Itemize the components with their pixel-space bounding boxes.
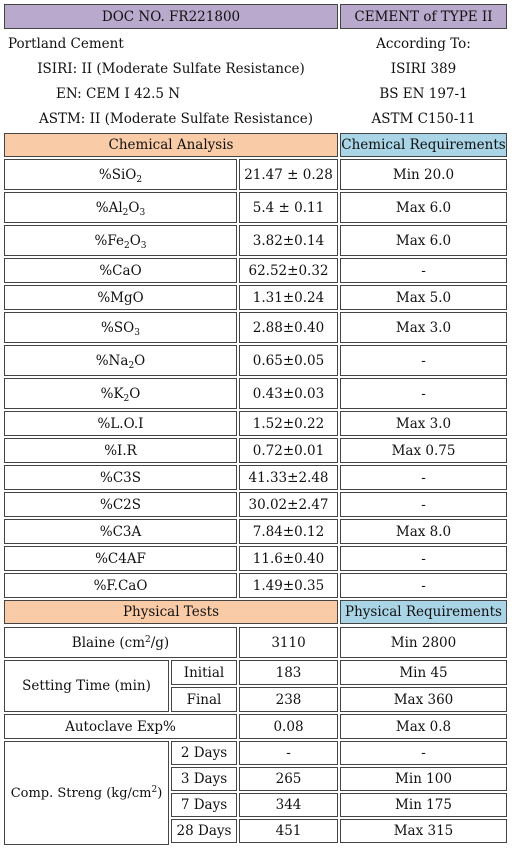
chem-value-6: 0.65±0.05 [239,345,338,376]
chem-param-7 [4,378,237,409]
autoclave-label: Autoclave Exp% [4,714,237,739]
physical-requirements-header: Physical Requirements [340,600,507,624]
chem-param-4 [4,285,237,310]
chem-value-3: 62.52±0.32 [239,258,338,283]
chem-param-10 [4,465,237,490]
chem-param-text: %SiO$_2$ [98,166,143,185]
strength-value-3: 451 [239,819,338,843]
strength-requirement-3: Max 315 [340,819,507,843]
chem-param-text: %C4AF [95,550,146,567]
chem-requirement-14: - [340,573,507,598]
chem-requirement-0: Min 20.0 [340,159,507,190]
cement-type: CEMENT of TYPE II [340,4,507,29]
blaine-requirement: Min 2800 [340,627,507,658]
strength-value-0: - [239,741,338,765]
chem-requirement-8: Max 3.0 [340,411,507,436]
chem-param-text: %C2S [100,496,141,513]
chem-requirement-4: Max 5.0 [340,285,507,310]
comp-strength-label [4,741,169,845]
chem-requirement-2: Max 6.0 [340,225,507,256]
chem-param-14 [4,573,237,598]
chem-value-9: 0.72±0.01 [239,438,338,463]
physical-tests-header: Physical Tests [4,600,338,624]
chem-value-7: 0.43±0.03 [239,378,338,409]
strength-requirement-1: Min 100 [340,767,507,791]
chem-param-text: $\%SO_3$ [101,319,140,338]
chem-param-text: %F.CaO [93,577,148,594]
comp-strength-label-text: Comp. Streng $(kg/cm^2)$ [10,784,163,801]
chem-requirement-6: - [340,345,507,376]
chem-value-5: 2.88±0.40 [239,312,338,343]
strength-value-2: 344 [239,793,338,817]
strength-age-3: 28 Days [171,819,237,843]
info-left-3: ASTM: II (Moderate Sulfate Resistance) [38,110,313,127]
blaine-value: 3110 [239,627,338,658]
chem-param-text: $\%K_2O$ [100,385,141,404]
chem-value-0: 21.47 ± 0.28 [239,159,338,190]
info-left-2: EN: CEM I 42.5 N [56,85,181,102]
chem-param-text: $\%Fe_2O_3$ [94,232,147,251]
chem-param-3 [4,258,237,283]
setting-final-value: 238 [239,687,338,712]
strength-age-2: 7 Days [171,793,237,817]
chem-param-1 [4,192,237,223]
chem-value-12: 7.84±0.12 [239,519,338,544]
chem-value-14: 1.49±0.35 [239,573,338,598]
blaine-label [4,627,237,658]
blaine-label-text: Blaine $(cm^2/g)$ [71,634,170,651]
chem-param-text: %L.O.I [97,415,144,432]
info-left-0: Portland Cement [8,36,124,52]
chem-param-text: $\%Na_2O$ [95,352,146,371]
autoclave-requirement: Max 0.8 [340,714,507,739]
chem-param-11 [4,492,237,517]
chem-param-text: %MgO [97,289,144,306]
chem-requirement-9: Max 0.75 [340,438,507,463]
chem-param-8 [4,411,237,436]
info-left-1: ISIRI: II (Moderate Sulfate Resistance) [37,60,305,77]
chemical-requirements-header: Chemical Requirements [340,133,507,157]
chem-requirement-3: - [340,258,507,283]
strength-age-0: 2 Days [171,741,237,765]
chem-param-5 [4,312,237,343]
chem-param-text: %C3A [99,523,142,540]
chem-value-1: 5.4 ± 0.11 [239,192,338,223]
chem-value-10: 41.33±2.48 [239,465,338,490]
chem-value-11: 30.02±2.47 [239,492,338,517]
setting-initial-label: Initial [171,660,237,685]
info-right-1: ISIRI 389 [390,60,457,77]
chem-value-13: 11.6±0.40 [239,546,338,571]
chem-param-text: %CaO [99,262,142,279]
chem-requirement-7: - [340,378,507,409]
strength-requirement-0: - [340,741,507,765]
chem-param-0 [4,159,237,190]
chem-value-2: 3.82±0.14 [239,225,338,256]
info-right-0: According To: [376,36,471,52]
setting-final-requirement: Max 360 [340,687,507,712]
chem-value-4: 1.31±0.24 [239,285,338,310]
chem-param-9 [4,438,237,463]
chem-requirement-11: - [340,492,507,517]
strength-value-1: 265 [239,767,338,791]
setting-initial-requirement: Min 45 [340,660,507,685]
chem-requirement-10: - [340,465,507,490]
setting-initial-value: 183 [239,660,338,685]
chem-param-text: %I.R [104,442,137,459]
chem-param-text: $\%Al_2O_3$ [95,199,146,218]
strength-requirement-2: Min 175 [340,793,507,817]
chemical-analysis-header: Chemical Analysis [4,133,338,157]
chem-requirement-12: Max 8.0 [340,519,507,544]
chem-param-text: %C3S [100,469,141,486]
info-right-2: BS EN 197-1 [379,85,468,102]
autoclave-value: 0.08 [239,714,338,739]
setting-time-label: Setting Time (min) [4,660,169,712]
chem-requirement-1: Max 6.0 [340,192,507,223]
info-right-3: ASTM C150-11 [371,110,476,127]
chem-requirement-13: - [340,546,507,571]
setting-final-label: Final [171,687,237,712]
strength-age-1: 3 Days [171,767,237,791]
chem-param-13 [4,546,237,571]
doc-number: DOC NO. FR221800 [4,4,338,29]
chem-param-6 [4,345,237,376]
chem-param-2 [4,225,237,256]
chem-requirement-5: Max 3.0 [340,312,507,343]
chem-value-8: 1.52±0.22 [239,411,338,436]
chem-param-12 [4,519,237,544]
